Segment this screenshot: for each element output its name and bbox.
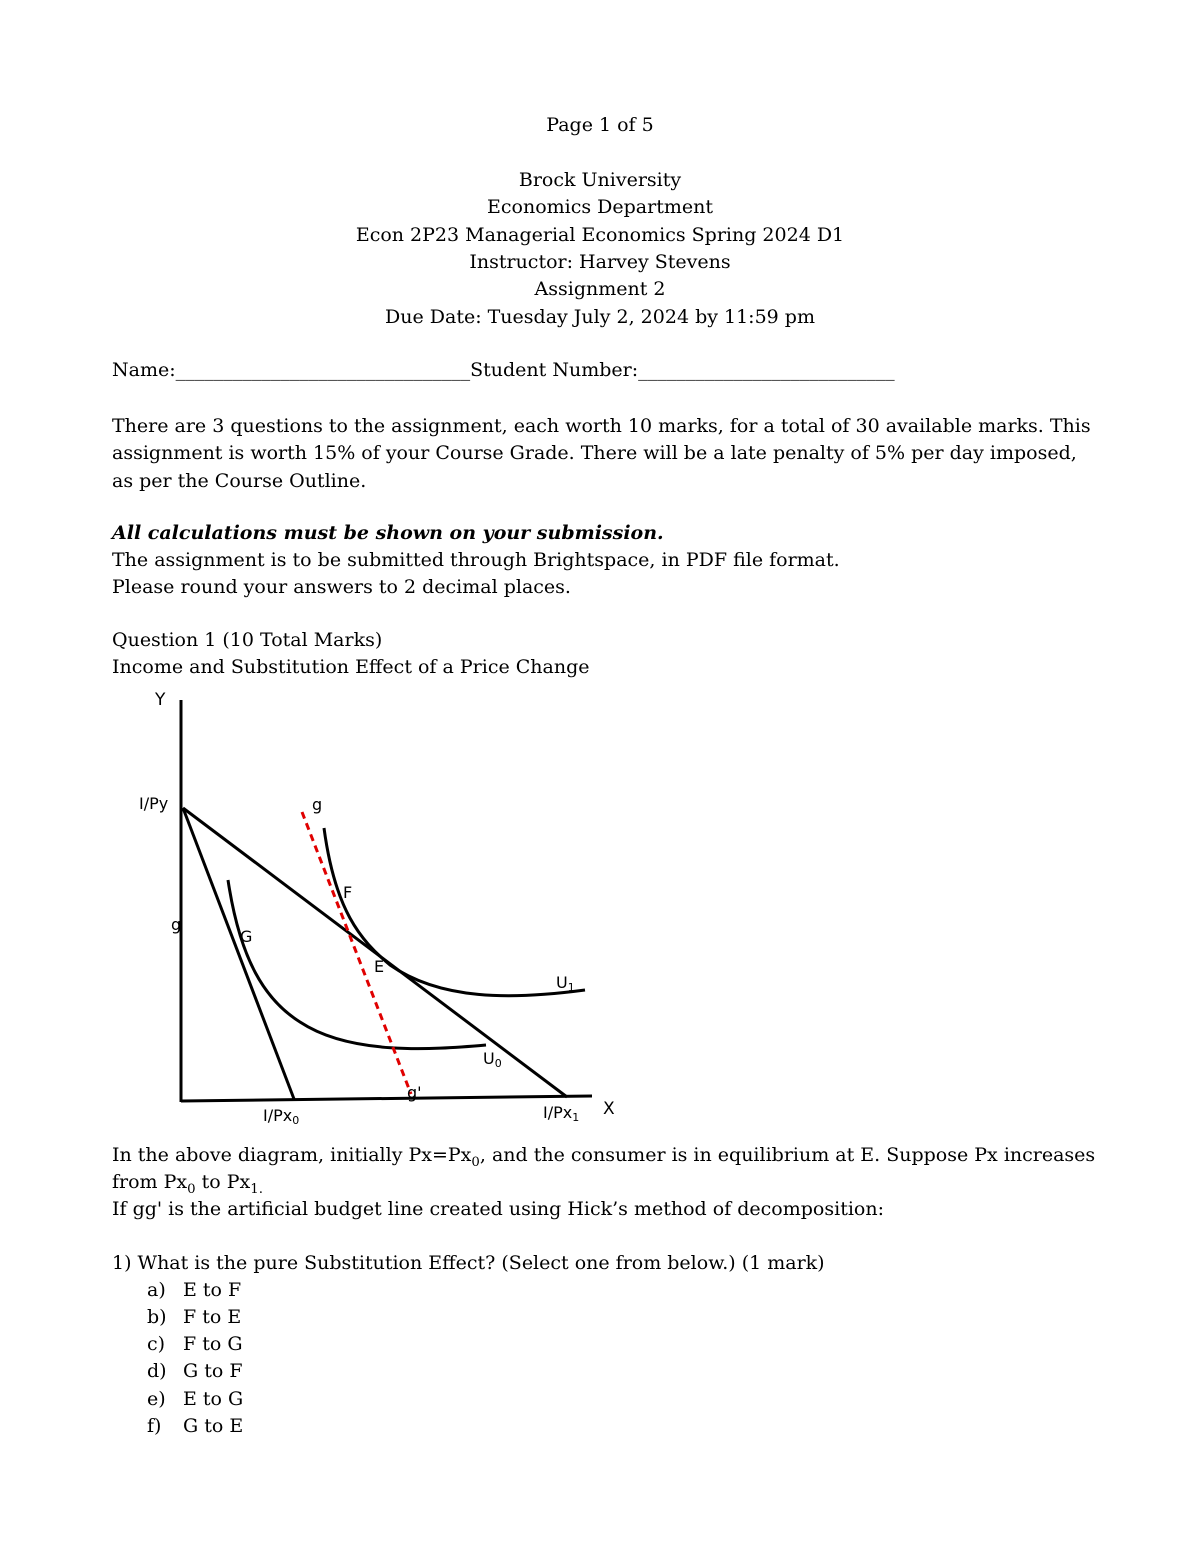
curve-u1-label [556,973,575,994]
due-date: Due Date: Tuesday July 2, 2024 by 11:59 pm [385,306,815,328]
option-a[interactable] [147,1279,241,1301]
part-1-question: 1) What is the pure Substitution Effect? (Select one from below.) (1 mark) [112,1252,825,1274]
course-title: Econ 2P23 Managerial Economics Spring 2024 D1 [355,224,845,246]
option-c-text: F to G [183,1333,243,1355]
intercept-x1-subscript: 1 [572,1111,580,1124]
curve-u0-label [483,1049,502,1070]
income-substitution-diagram [0,680,700,1130]
intercept-x1-text: I/Px [543,1103,573,1122]
option-a-text: E to F [183,1279,242,1301]
hicks-method-text: If gg' is the artificial budget line created using Hick’s method of decomposition: [112,1198,884,1220]
question-1-subtitle: Income and Substitution Effect of a Price Change [112,656,590,678]
intercept-x0-subscript: 0 [292,1114,300,1127]
explanation-text-2a: from Px [112,1171,188,1193]
option-e-text: E to G [183,1388,244,1410]
submission-notice: The assignment is to be submitted through Brightspace, in PDF file format. [112,549,840,571]
label-g-left: g [171,915,182,934]
point-g-label: G [240,927,253,946]
option-c[interactable] [147,1333,243,1355]
option-b-text: F to E [183,1306,242,1328]
option-f-letter: f) [147,1415,162,1437]
explanation-sub-0: 0 [471,1154,480,1170]
rounding-notice: Please round your answers to 2 decimal places. [112,576,571,598]
point-e-label: E [374,957,385,976]
university-name: Brock University [518,169,682,191]
instructor-line: Instructor: Harvey Stevens [469,251,731,273]
y-axis-label: Y [155,690,166,710]
curve-u0-text: U [483,1049,495,1068]
student-number-blank[interactable]: ___________________________ [638,359,895,381]
calculations-notice: All calculations must be shown on your submission. [112,522,664,544]
option-b[interactable] [147,1306,241,1328]
option-a-letter: a) [147,1279,166,1301]
option-f-text: G to E [183,1415,244,1437]
hicks-artificial-budget-line-gg [302,812,411,1094]
curve-u1-text: U [556,973,568,992]
diagram-explanation-line-2 [112,1171,263,1197]
label-g-top: g [312,795,323,814]
department-name: Economics Department [487,196,713,218]
option-f[interactable] [147,1415,243,1437]
assignment-title: Assignment 2 [534,278,666,300]
intro-paragraph: There are 3 questions to the assignment, each worth 10 marks, for a total of 30 available marks. This assignment is worth 15% of your Course Grade. There will be a late penalty of 5% per day imposed, as per the Course Outline. [112,415,1091,492]
name-label: Name: [112,359,176,381]
option-b-letter: b) [147,1306,167,1328]
question-1-title: Question 1 (10 Total Marks) [112,629,383,651]
option-d-letter: d) [147,1360,167,1382]
explanation-text-2b: to Px [195,1171,251,1193]
explanation-text-1a: In the above diagram, initially Px=Px [112,1144,472,1166]
budget-line-px0 [183,808,294,1099]
label-g-prime: g' [407,1083,422,1102]
point-f-label: F [343,883,353,902]
option-e-letter: e) [147,1388,166,1410]
explanation-sub-1 [250,1182,263,1197]
intercept-x0-label [263,1106,299,1127]
intercept-x1-label [543,1103,579,1124]
curve-u1-subscript: 1 [567,981,575,994]
explanation-sub-0b: 0 [187,1181,196,1197]
option-c-letter: c) [147,1333,166,1355]
option-e[interactable] [147,1388,243,1410]
name-student-number-line [112,359,895,381]
x-axis [181,1096,592,1101]
explanation-text-1b: , and the consumer is in equilibrium at E. Suppose Px increases [479,1144,1096,1166]
intercept-x0-text: I/Px [263,1106,293,1125]
intercept-y-label: I/Py [139,794,169,813]
curve-u0-subscript: 0 [494,1057,502,1070]
x-axis-label: X [603,1099,615,1119]
option-d[interactable] [147,1360,243,1382]
name-blank[interactable]: _______________________________ [175,359,471,381]
page-number: Page 1 of 5 [546,114,654,136]
explanation-sub-1-text: 1 [250,1181,259,1197]
student-number-label: Student Number: [470,359,639,381]
diagram-explanation-line-1 [112,1144,1095,1170]
option-d-text: G to F [183,1360,243,1382]
explanation-period: . [258,1181,263,1197]
